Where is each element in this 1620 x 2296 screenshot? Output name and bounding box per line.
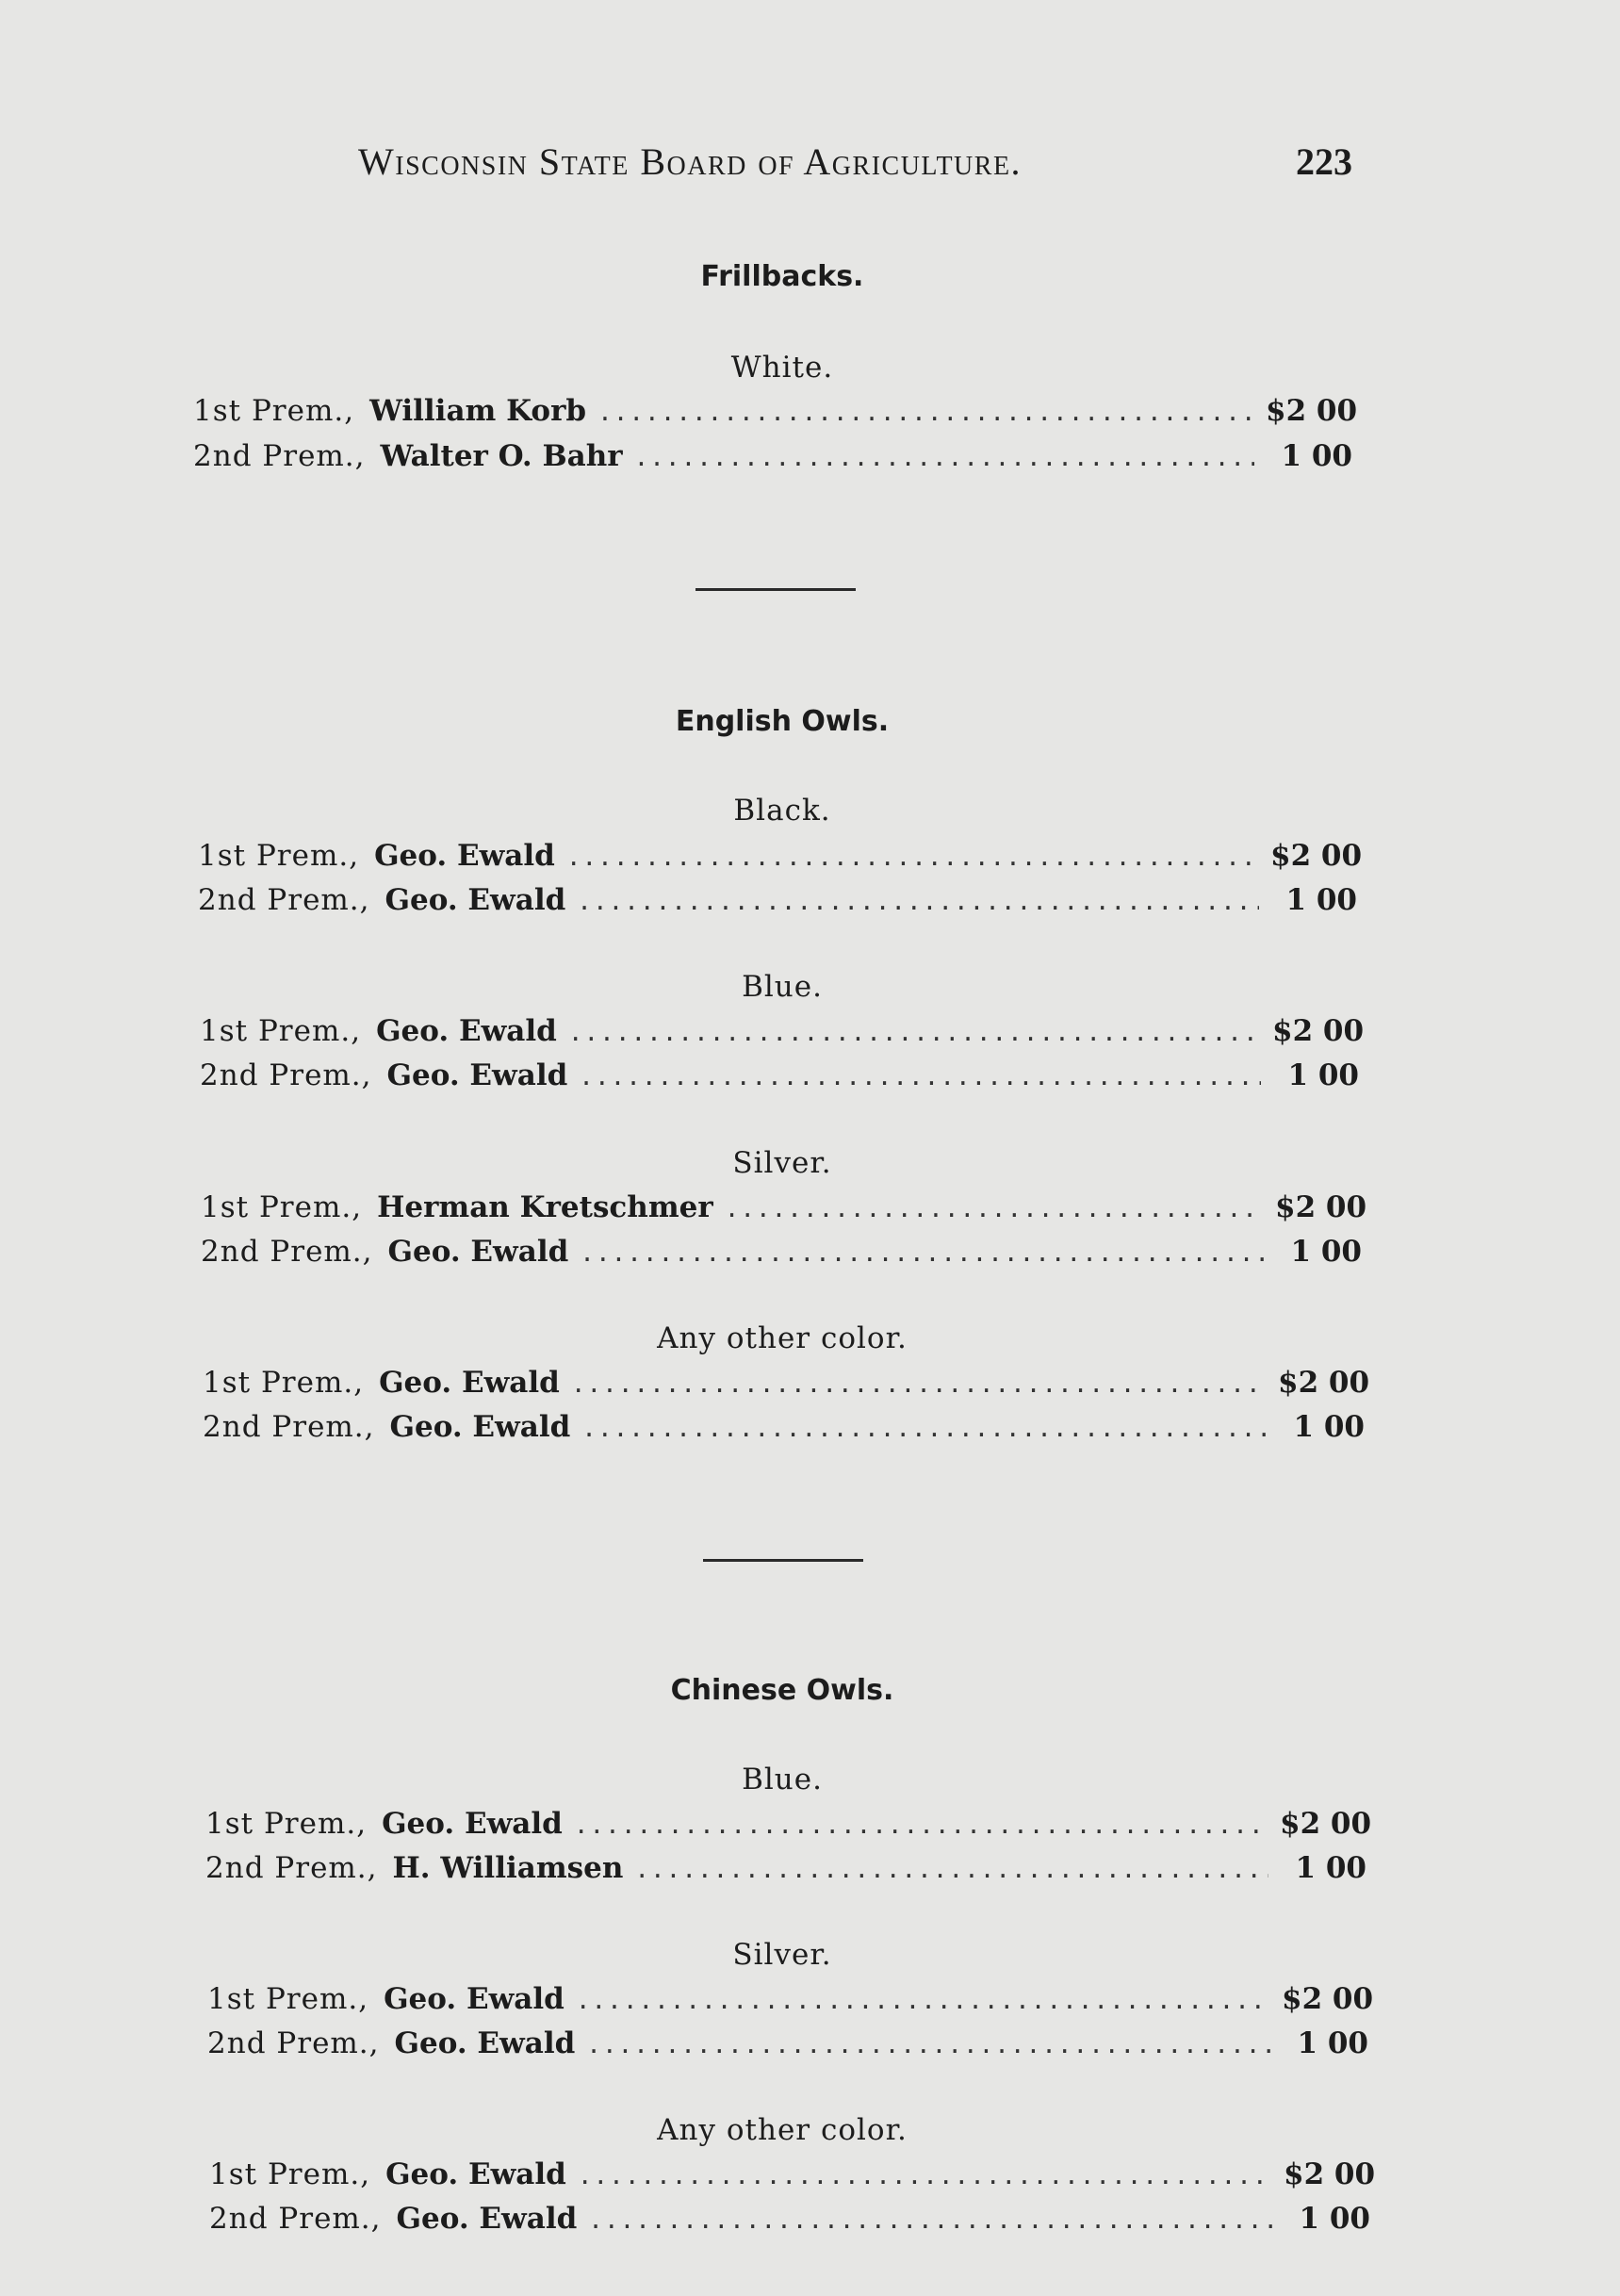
premium-entry xyxy=(200,1058,1359,1096)
entry-amount: $2 00 xyxy=(1272,1014,1365,1048)
entry-place: 2nd Prem., xyxy=(198,883,370,917)
entry-amount: 1 00 xyxy=(1295,1851,1366,1885)
dot-leader xyxy=(566,844,1259,872)
entry-amount: 1 00 xyxy=(1293,1410,1365,1444)
premium-entry xyxy=(209,2157,1376,2195)
entry-winner: Geo. Ewald xyxy=(382,1807,563,1841)
dot-leader xyxy=(597,399,1254,427)
class-heading: Blue. xyxy=(742,970,823,1004)
premium-entry xyxy=(205,1807,1372,1845)
class-heading: Silver. xyxy=(732,1938,832,1972)
entry-place: 2nd Prem., xyxy=(200,1058,372,1092)
entry-place: 1st Prem., xyxy=(198,839,360,873)
entry-winner: William Korb xyxy=(369,394,587,428)
class-heading: White. xyxy=(730,351,834,385)
entry-winner: Geo. Ewald xyxy=(394,2026,576,2060)
section-divider xyxy=(703,1559,863,1562)
entry-winner: Geo. Ewald xyxy=(396,2202,578,2236)
premium-entry xyxy=(193,439,1352,477)
dot-leader xyxy=(725,1195,1264,1223)
entry-place: 2nd Prem., xyxy=(209,2202,382,2236)
premium-entry xyxy=(193,394,1358,432)
dot-leader xyxy=(586,2031,1270,2059)
premium-entry xyxy=(198,839,1363,877)
entry-winner: Geo. Ewald xyxy=(386,1058,568,1092)
premium-entry xyxy=(207,1982,1374,2020)
premium-entry xyxy=(203,1366,1370,1403)
entry-amount: $2 00 xyxy=(1275,1190,1367,1224)
entry-winner: Geo. Ewald xyxy=(385,883,566,917)
entry-amount: 1 00 xyxy=(1290,1235,1362,1269)
entry-winner: H. Williamsen xyxy=(392,1851,624,1885)
dot-leader xyxy=(581,1415,1267,1443)
entry-amount: 1 00 xyxy=(1297,2026,1368,2060)
section-title-frillbacks: Frillbacks. xyxy=(700,260,864,293)
dot-leader xyxy=(576,1987,1270,2015)
entry-place: 1st Prem., xyxy=(209,2157,371,2191)
class-heading: Any other color. xyxy=(657,2113,908,2147)
entry-winner: Geo. Ewald xyxy=(384,1982,565,2016)
section-title-english-owls: English Owls. xyxy=(675,705,890,738)
entry-place: 1st Prem., xyxy=(207,1982,369,2016)
dot-leader xyxy=(577,888,1259,916)
premium-entry xyxy=(201,1190,1367,1228)
entry-place: 2nd Prem., xyxy=(193,439,366,473)
entry-amount: $2 00 xyxy=(1282,1982,1374,2016)
entry-winner: Walter O. Bahr xyxy=(380,439,623,473)
entry-amount: $2 00 xyxy=(1278,1366,1370,1400)
entry-amount: 1 00 xyxy=(1285,883,1357,917)
entry-winner: Geo. Ewald xyxy=(376,1014,557,1048)
class-heading: Black. xyxy=(733,794,831,828)
premium-entry xyxy=(205,1851,1366,1889)
entry-winner: Geo. Ewald xyxy=(374,839,555,873)
dot-leader xyxy=(579,1063,1261,1091)
class-heading: Silver. xyxy=(732,1146,832,1180)
dot-leader xyxy=(568,1019,1261,1047)
entry-amount: $2 00 xyxy=(1280,1807,1372,1841)
section-divider xyxy=(695,588,856,591)
class-heading: Blue. xyxy=(742,1763,823,1796)
entry-place: 2nd Prem., xyxy=(201,1235,373,1269)
entry-amount: $2 00 xyxy=(1270,839,1363,873)
dot-leader xyxy=(571,1370,1267,1399)
dot-leader xyxy=(578,2162,1272,2190)
entry-place: 1st Prem., xyxy=(205,1807,368,1841)
dot-leader xyxy=(588,2206,1272,2235)
premium-entry xyxy=(209,2202,1370,2239)
entry-place: 1st Prem., xyxy=(193,394,355,428)
premium-entry xyxy=(201,1235,1362,1272)
premium-entry xyxy=(203,1410,1365,1448)
entry-place: 1st Prem., xyxy=(203,1366,365,1400)
page-number: 223 xyxy=(1296,140,1352,183)
dot-leader xyxy=(580,1239,1264,1268)
entry-winner: Geo. Ewald xyxy=(385,2157,566,2191)
dot-leader xyxy=(634,1856,1268,1884)
entry-place: 2nd Prem., xyxy=(203,1410,375,1444)
running-head: Wisconsin State Board of Agriculture. xyxy=(358,140,1023,183)
entry-amount: $2 00 xyxy=(1284,2157,1376,2191)
entry-place: 2nd Prem., xyxy=(205,1851,378,1885)
entry-winner: Geo. Ewald xyxy=(389,1410,571,1444)
premium-entry xyxy=(207,2026,1368,2064)
entry-winner: Herman Kretschmer xyxy=(377,1190,713,1224)
dot-leader xyxy=(574,1812,1268,1840)
entry-amount: $2 00 xyxy=(1266,394,1358,428)
section-title-chinese-owls: Chinese Owls. xyxy=(670,1674,894,1707)
entry-amount: 1 00 xyxy=(1299,2202,1370,2236)
entry-place: 1st Prem., xyxy=(201,1190,363,1224)
premium-entry xyxy=(198,883,1357,921)
entry-winner: Geo. Ewald xyxy=(379,1366,560,1400)
dot-leader xyxy=(634,444,1254,472)
entry-place: 1st Prem., xyxy=(200,1014,362,1048)
entry-winner: Geo. Ewald xyxy=(387,1235,569,1269)
entry-amount: 1 00 xyxy=(1281,439,1352,473)
premium-entry xyxy=(200,1014,1365,1052)
entry-place: 2nd Prem., xyxy=(207,2026,380,2060)
class-heading: Any other color. xyxy=(657,1321,908,1355)
entry-amount: 1 00 xyxy=(1287,1058,1359,1092)
